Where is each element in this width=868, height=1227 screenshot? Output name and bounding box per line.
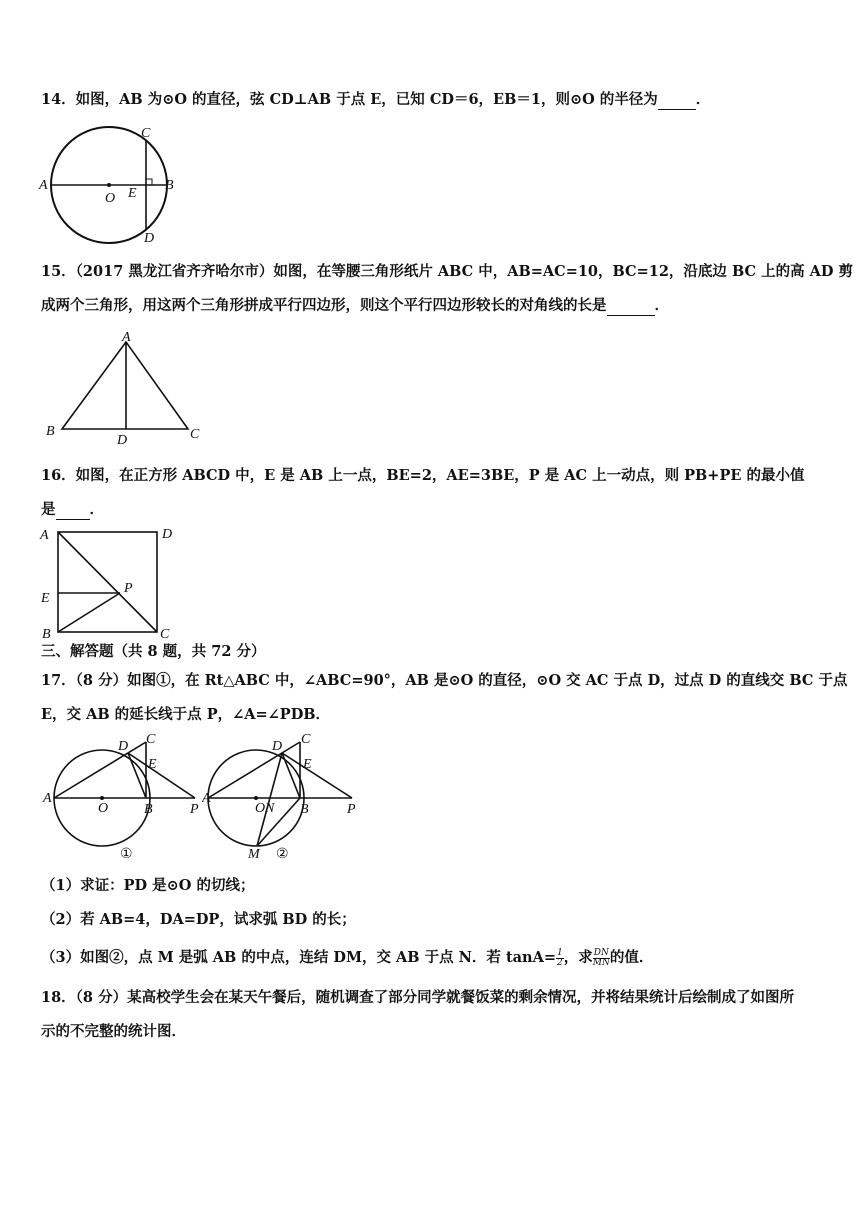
q16-end: ．: [89, 501, 104, 518]
q17-f1-label-d: D: [118, 739, 129, 754]
q17-f1-caption: ①: [120, 847, 133, 862]
q16-segment-pb: [58, 593, 120, 632]
q16-square-figure: [38, 524, 178, 640]
q16-line2: [41, 500, 104, 520]
q14-label-o: O: [105, 191, 116, 206]
q17-frac-tan-num: 1: [557, 947, 563, 958]
q14-label-c: C: [141, 126, 151, 141]
q17-f2-label-e: E: [303, 757, 312, 772]
q16-label-d: D: [162, 527, 173, 542]
q16-answer-blank: [56, 505, 90, 520]
q15-line1: 15．（2017 黑龙江省齐齐哈尔市）如图，在等腰三角形纸片 ABC 中，AB=AC=10，BC=12，沿底边 BC 上的高 AD 剪: [41, 263, 853, 280]
q15-label-b: B: [46, 424, 55, 439]
q17-f2-center-dot: [254, 796, 258, 800]
q15-end: ．: [654, 297, 669, 314]
q14-text: [41, 90, 710, 110]
q18-line1: 18．（8 分）某高校学生会在某天午餐后，随机调查了部分同学就餐饭菜的剩余情况，并将结果统计后绘制成了如图所: [41, 989, 795, 1006]
q17-part2: （2）若 AB=4，DA=DP，试求弧 BD 的长；: [41, 911, 356, 928]
q14-label-b: B: [165, 178, 174, 193]
q14-right-angle-mark: [146, 179, 152, 185]
q14-circle-figure: [38, 124, 188, 246]
q17-part3-b: ，求: [563, 949, 593, 966]
q14-label-e: E: [128, 186, 137, 201]
q17-f2-label-a: A: [202, 791, 211, 806]
q14-stem: 14．如图，AB 为⊙O 的直径，弦 CD⊥AB 于点 E，已知 CD＝6，EB＝1，则⊙O 的半径为: [41, 91, 658, 108]
q16-label-p: P: [124, 581, 133, 596]
q17-f1-line-dp: [128, 753, 195, 798]
q17-part1: （1）求证：PD 是⊙O 的切线；: [41, 877, 255, 894]
q17-f1-label-b: B: [144, 802, 153, 817]
q17-part3-c: 的值．: [609, 949, 654, 966]
q14-end: ．: [695, 91, 711, 108]
section3-heading: 三、解答题（共 8 题，共 72 分）: [41, 643, 266, 660]
q15-label-d: D: [117, 433, 128, 446]
q17-part3-frac-dn-mn: [593, 949, 610, 968]
q16-label-b: B: [42, 627, 51, 640]
q17-f1-label-p: P: [190, 802, 199, 817]
q17-frac-dn: DN: [593, 947, 609, 958]
q17-frac-tan-den: 2: [557, 957, 563, 968]
q17-f2-label-n: N: [265, 801, 275, 816]
q17-figure-1: [40, 730, 210, 866]
q17-f2-label-b: B: [300, 802, 309, 817]
q17-f2-label-m: M: [248, 847, 260, 862]
q14-label-d: D: [144, 231, 155, 246]
q17-line1: 17．（8 分）如图①，在 Rt△ABC 中，∠ABC=90°，AB 是⊙O 的直径，⊙O 交 AC 于点 D，过点 D 的直线交 BC 于点: [41, 672, 848, 689]
q15-stem: 成两个三角形，用这两个三角形拼成平行四边形，则这个平行四边形较长的对角线的长是: [41, 297, 607, 314]
q17-f1-label-a: A: [43, 791, 52, 806]
q15-answer-blank: [607, 301, 655, 316]
q17-f2-line-dp: [282, 753, 352, 798]
q17-f2-line-db: [282, 753, 300, 798]
q14-center-dot: [107, 183, 111, 187]
q17-part3-frac-tan: [556, 949, 564, 968]
q16-diagonal-ac: [58, 532, 157, 632]
q17-part3-a: （3）如图②，点 M 是弧 AB 的中点，连结 DM，交 AB 于点 N．若 tanA=: [41, 949, 556, 966]
q17-f1-label-o: O: [98, 801, 109, 816]
q15-line2: [41, 296, 669, 316]
q16-label-a: A: [40, 528, 49, 543]
q17-f2-label-p: P: [347, 802, 356, 817]
q17-f2-caption: ②: [276, 847, 289, 862]
q17-f1-label-e: E: [148, 757, 157, 772]
q17-f2-label-o: O: [255, 801, 266, 816]
q18-line2: 示的不完整的统计图．: [41, 1023, 186, 1040]
q16-stem: 是: [41, 501, 56, 518]
q15-triangle-abc: [62, 342, 188, 429]
q15-label-a: A: [122, 330, 131, 345]
q14-label-a: A: [39, 178, 48, 193]
q17-f1-label-c: C: [146, 732, 156, 747]
q15-triangle-figure: [40, 330, 210, 446]
q17-part3: [41, 948, 653, 968]
q15-label-c: C: [190, 427, 200, 442]
q16-label-e: E: [41, 591, 50, 606]
q17-frac-mn: MN: [592, 957, 610, 968]
q17-f2-label-d: D: [272, 739, 283, 754]
q17-figure-2: [202, 730, 362, 866]
q17-f1-center-dot: [100, 796, 104, 800]
q16-label-c: C: [160, 627, 170, 640]
q16-line1: 16．如图，在正方形 ABCD 中，E 是 AB 上一点，BE=2，AE=3BE，P 是 AC 上一动点，则 PB+PE 的最小值: [41, 467, 805, 484]
q14-answer-blank: [658, 95, 696, 110]
q17-f2-label-c: C: [301, 732, 311, 747]
q17-line2: E，交 AB 的延长线于点 P，∠A=∠PDB．: [41, 706, 331, 723]
